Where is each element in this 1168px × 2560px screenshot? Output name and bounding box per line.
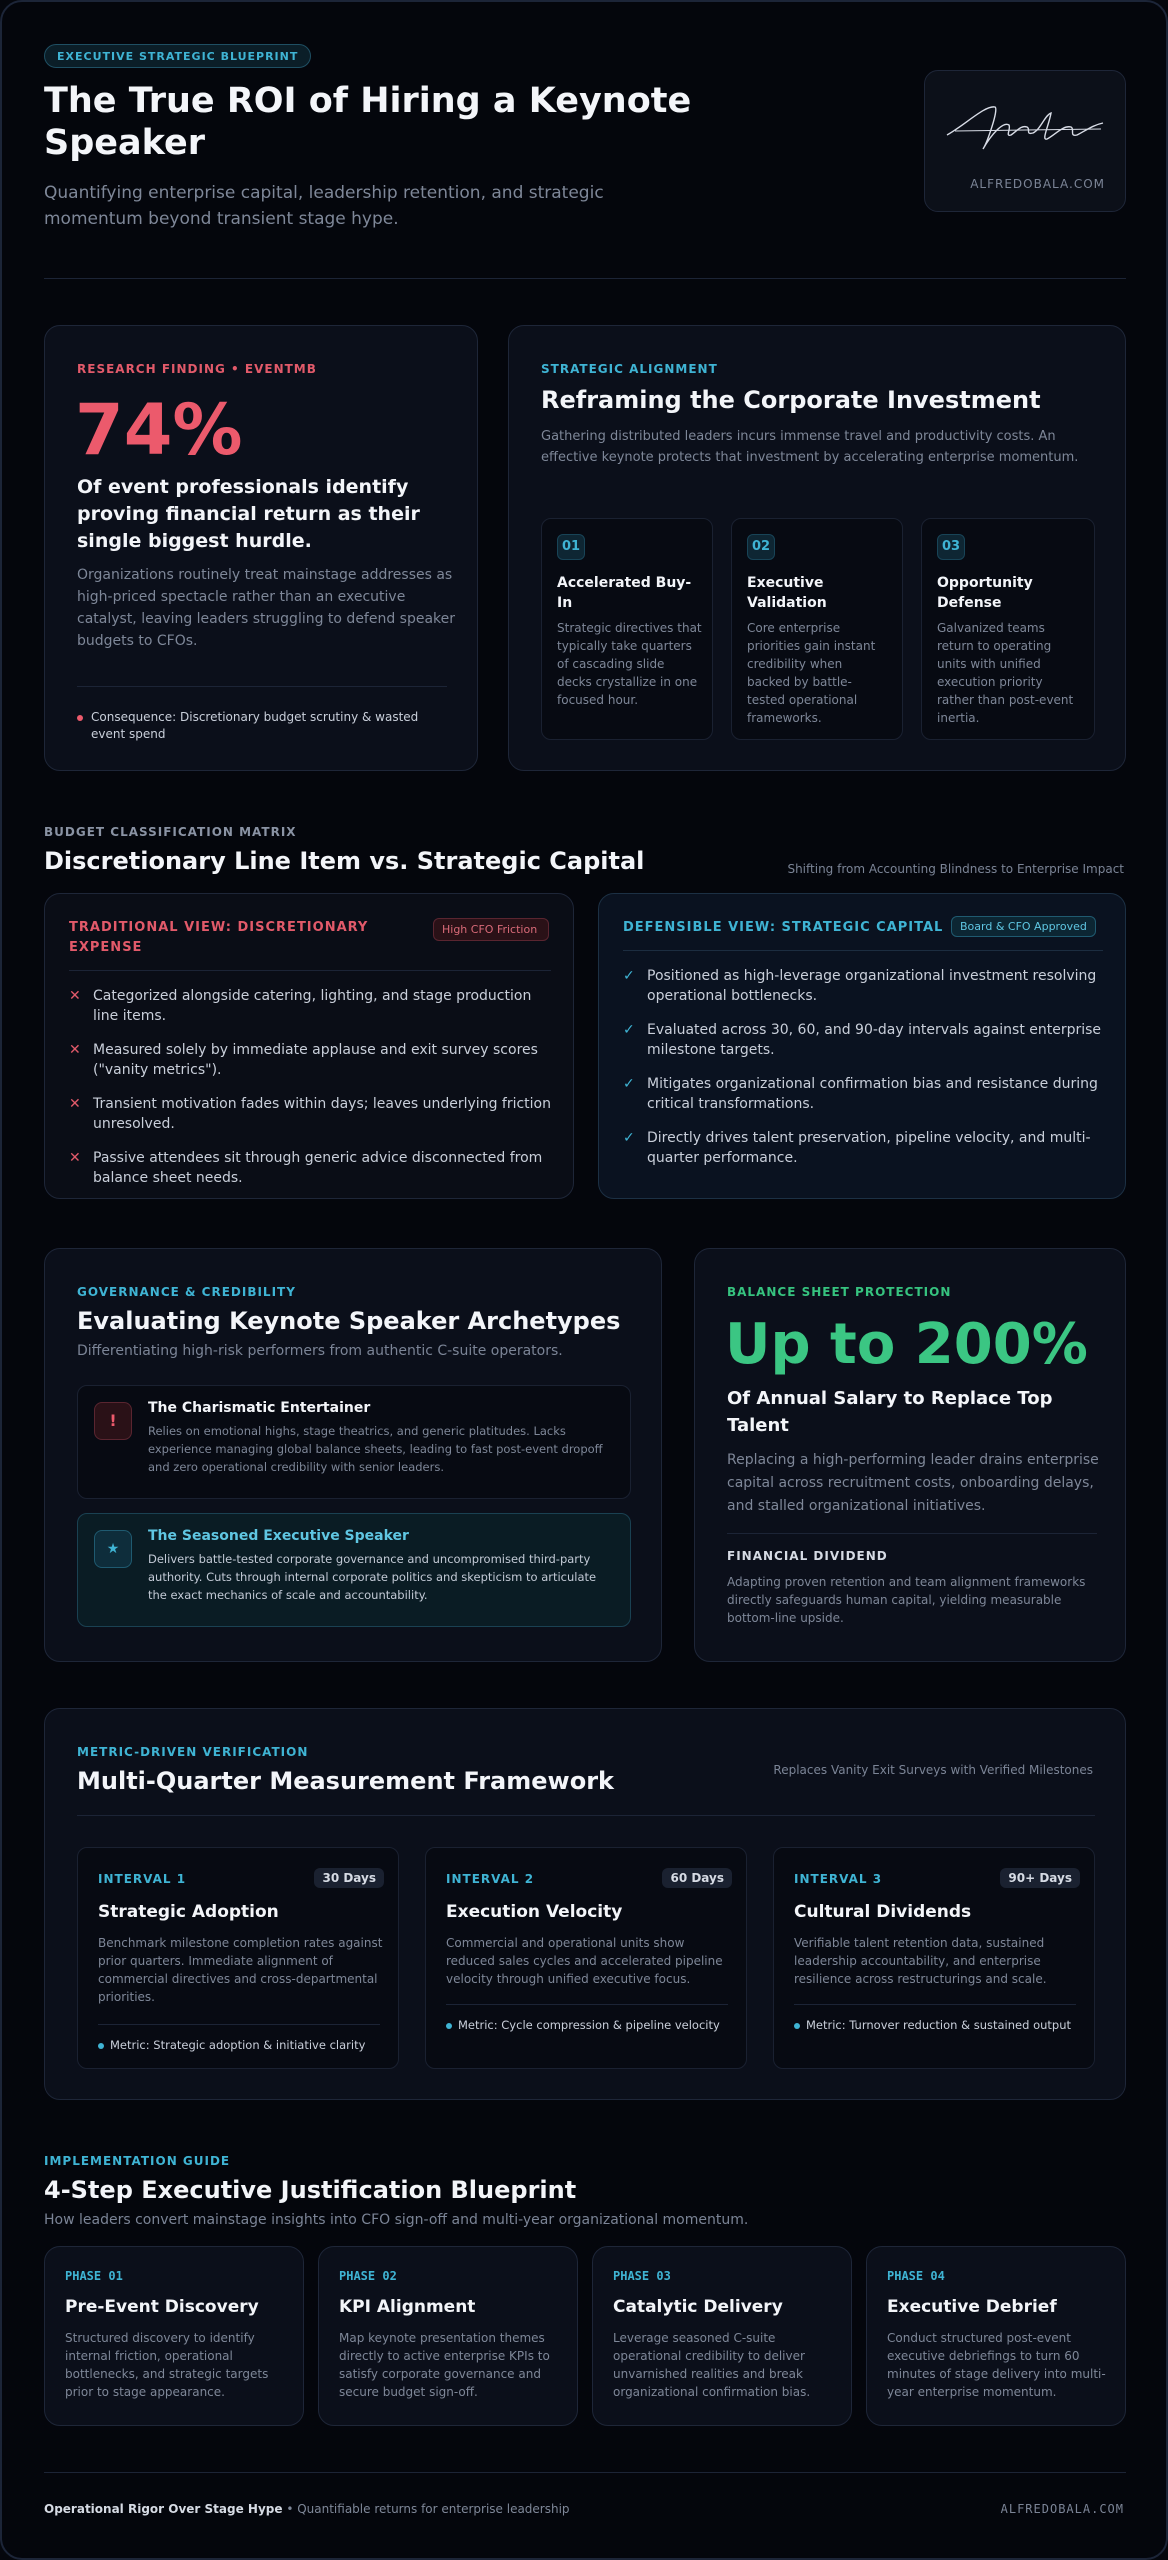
interval-card	[773, 1847, 1095, 2069]
list-item	[69, 1094, 559, 1134]
header-badge-label: EXECUTIVE STRATEGIC BLUEPRINT	[57, 50, 299, 63]
list-item-text: Transient motivation fades within days; leaves underlying friction unresolved.	[93, 1096, 551, 1132]
archetypes-card	[44, 1248, 662, 1662]
alignment-item-title: Executive Validation	[747, 575, 827, 611]
alignment-item-number: 01	[557, 534, 585, 560]
phase-body: Map keynote presentation themes directly to active enterprise KPIs to satisfy corporate governance and secure budget sign-off.	[339, 2331, 550, 2399]
consequence-text: Consequence: Discretionary budget scrutiny & wasted event spend	[91, 710, 419, 741]
interval-body: Commercial and operational units show reduced sales cycles and accelerated pipeline velocity through unified executive focus.	[446, 1936, 723, 1986]
interval-days: 30 Days	[314, 1868, 384, 1888]
phase-label: PHASE 03	[613, 2269, 671, 2283]
framework-divider	[77, 1815, 1095, 1816]
alignment-item	[921, 518, 1095, 740]
phase-body: Leverage seasoned C-suite operational credibility to deliver unvarnished realities and break organizational confirmation bias.	[613, 2331, 811, 2399]
matrix-eyebrow: BUDGET CLASSIFICATION MATRIX	[44, 825, 297, 839]
defensible-divider	[623, 950, 1103, 951]
list-item-text: Mitigates organizational confirmation bias and resistance during critical transformations.	[647, 1076, 1098, 1112]
footer-tagline-bold: Operational Rigor Over Stage Hype	[44, 2502, 283, 2516]
phase-body: Conduct structured post-event executive debriefings to turn 60 minutes of stage delivery into multi-year enterprise momentum.	[887, 2331, 1106, 2399]
phase-title: Catalytic Delivery	[613, 2297, 783, 2317]
balance-stat: Up to 200%	[725, 1312, 1088, 1377]
interval-body: Benchmark milestone completion rates against prior quarters. Immediate alignment of commercial directives and cross-departmental priorities.	[98, 1936, 383, 2004]
framework-title: Multi-Quarter Measurement Framework	[77, 1767, 614, 1795]
archetype-executive	[77, 1513, 631, 1627]
defensible-list	[623, 966, 1109, 1182]
metric-dot-icon	[98, 2043, 104, 2049]
list-item-text: Categorized alongside catering, lighting, and stage production line items.	[93, 988, 532, 1024]
framework-note: Replaces Vanity Exit Surveys with Verified Milestones	[773, 1763, 1093, 1777]
footer-tagline-rest: • Quantifiable returns for enterprise leadership	[282, 2502, 570, 2516]
archetype-title: The Charismatic Entertainer	[148, 1400, 371, 1416]
consequence-dot-icon	[77, 715, 83, 721]
interval-card	[425, 1847, 747, 2069]
strategic-alignment-card	[508, 325, 1126, 771]
interval-body: Verifiable talent retention data, sustained leadership accountability, and enterprise resilience across restructurings and scale.	[794, 1936, 1047, 1986]
research-finding-card	[44, 325, 478, 771]
header-badge	[44, 44, 311, 68]
alignment-body: Gathering distributed leaders incurs immense travel and productivity costs. An effective keynote protects that investment by accelerating enterprise momentum.	[541, 429, 1079, 465]
interval-divider	[98, 2024, 380, 2025]
list-item	[69, 1148, 559, 1188]
footer-domain: ALFREDOBALA.COM	[1000, 2502, 1124, 2516]
archetype-title: The Seasoned Executive Speaker	[148, 1528, 409, 1544]
dividend-body: Adapting proven retention and team alignment frameworks directly safeguards human capital, yielding measurable bottom-line upside.	[727, 1575, 1086, 1625]
archetype-body: Delivers battle-tested corporate governance and uncompromised third-party authority. Cuts through internal corporate politics and skepticism to articulate the exact mechanics of scale and accountability.	[148, 1552, 597, 1602]
finding-consequence	[77, 709, 447, 743]
footer-divider	[44, 2472, 1126, 2473]
interval-label: INTERVAL 2	[446, 1872, 535, 1886]
interval-metric-text: Metric: Strategic adoption & initiative clarity	[110, 2038, 366, 2052]
archetypes-subtitle: Differentiating high-risk performers from authentic C-suite operators.	[77, 1343, 563, 1359]
archetypes-eyebrow: GOVERNANCE & CREDIBILITY	[77, 1285, 296, 1299]
alignment-item	[731, 518, 903, 740]
header-divider	[44, 278, 1126, 279]
x-icon: ✕	[69, 988, 81, 1004]
alignment-item	[541, 518, 713, 740]
list-item	[623, 1074, 1109, 1114]
alignment-item-body: Strategic directives that typically take quarters of cascading slide decks crystallize in one focused hour.	[557, 621, 702, 707]
list-item	[69, 1040, 559, 1080]
x-icon: ✕	[69, 1150, 81, 1166]
alignment-item-body: Core enterprise priorities gain instant credibility when backed by battle-tested operational frameworks.	[747, 621, 876, 725]
star-icon: ★	[94, 1530, 132, 1568]
finding-headline: Of event professionals identify proving financial return as their single biggest hurdle.	[77, 476, 420, 552]
phase-title: Pre-Event Discovery	[65, 2297, 259, 2317]
alert-icon: !	[94, 1402, 132, 1440]
alignment-title: Reframing the Corporate Investment	[541, 386, 1041, 414]
balance-body: Replacing a high-performing leader drains enterprise capital across recruitment costs, onboarding delays, and stalled organizational initiatives.	[727, 1452, 1099, 1514]
list-item-text: Directly drives talent preservation, pipeline velocity, and multi-quarter performance.	[647, 1130, 1091, 1166]
list-item-text: Evaluated across 30, 60, and 90-day intervals against enterprise milestone targets.	[647, 1022, 1102, 1058]
interval-title: Cultural Dividends	[794, 1902, 972, 1922]
archetypes-title: Evaluating Keynote Speaker Archetypes	[77, 1307, 621, 1335]
interval-divider	[794, 2004, 1076, 2005]
phase-title: KPI Alignment	[339, 2297, 476, 2317]
alignment-item-title: Accelerated Buy-In	[557, 575, 692, 611]
balance-eyebrow: BALANCE SHEET PROTECTION	[727, 1285, 952, 1299]
list-item	[623, 1128, 1109, 1168]
alignment-item-number: 03	[937, 534, 965, 560]
phase-card	[318, 2246, 578, 2426]
interval-days: 90+ Days	[1000, 1868, 1080, 1888]
finding-body: Organizations routinely treat mainstage addresses as high-priced spectacle rather than an executive catalyst, leaving leaders struggling to defend speaker budgets to CFOs.	[77, 567, 456, 649]
list-item-text: Passive attendees sit through generic advice disconnected from balance sheet needs.	[93, 1150, 543, 1186]
interval-metric	[794, 2018, 1071, 2032]
interval-title: Strategic Adoption	[98, 1902, 279, 1922]
interval-label: INTERVAL 1	[98, 1872, 187, 1886]
alignment-item-title: Opportunity Defense	[937, 575, 1033, 611]
defensible-view-card	[598, 893, 1126, 1199]
list-item-text: Positioned as high-leverage organizational investment resolving operational bottlenecks.	[647, 968, 1097, 1004]
list-item	[69, 986, 559, 1026]
traditional-divider	[69, 970, 551, 971]
metric-dot-icon	[794, 2023, 800, 2029]
interval-metric	[98, 2038, 365, 2052]
balance-sheet-card	[694, 1248, 1126, 1662]
interval-days: 60 Days	[662, 1868, 732, 1888]
phase-label: PHASE 04	[887, 2269, 945, 2283]
guide-subtitle: How leaders convert mainstage insights into CFO sign-off and multi-year organizational momentum.	[44, 2212, 749, 2228]
interval-card	[77, 1847, 399, 2069]
traditional-view-title: TRADITIONAL VIEW: DISCRETIONARY EXPENSE	[69, 920, 369, 955]
phase-label: PHASE 01	[65, 2269, 123, 2283]
balance-headline: Of Annual Salary to Replace Top Talent	[727, 1388, 1053, 1436]
finding-divider	[77, 686, 447, 687]
interval-title: Execution Velocity	[446, 1902, 623, 1922]
alignment-item-number: 02	[747, 534, 775, 560]
interval-metric-text: Metric: Turnover reduction & sustained output	[806, 2018, 1072, 2032]
defensible-view-title: DEFENSIBLE VIEW: STRATEGIC CAPITAL	[623, 920, 944, 935]
phase-label: PHASE 02	[339, 2269, 397, 2283]
check-icon: ✓	[623, 1022, 635, 1038]
matrix-note: Shifting from Accounting Blindness to Enterprise Impact	[787, 862, 1124, 876]
framework-eyebrow: METRIC-DRIVEN VERIFICATION	[77, 1745, 309, 1759]
interval-metric-text: Metric: Cycle compression & pipeline velocity	[458, 2018, 720, 2032]
interval-metric	[446, 2018, 720, 2032]
check-icon: ✓	[623, 1130, 635, 1146]
phase-title: Executive Debrief	[887, 2297, 1057, 2317]
defensible-view-tag: Board & CFO Approved	[951, 916, 1096, 937]
phase-card	[592, 2246, 852, 2426]
x-icon: ✕	[69, 1042, 81, 1058]
matrix-title: Discretionary Line Item vs. Strategic Capital	[44, 847, 645, 875]
balance-divider	[727, 1533, 1097, 1534]
traditional-view-tag: High CFO Friction	[433, 918, 549, 941]
dividend-title: FINANCIAL DIVIDEND	[727, 1549, 888, 1563]
page-subtitle: Quantifying enterprise capital, leadership retention, and strategic momentum beyond transient stage hype.	[44, 183, 604, 229]
finding-eyebrow: RESEARCH FINDING • EVENTMB	[77, 362, 317, 376]
metric-dot-icon	[446, 2023, 452, 2029]
alignment-eyebrow: STRATEGIC ALIGNMENT	[541, 362, 718, 376]
finding-stat: 74%	[75, 389, 243, 471]
check-icon: ✓	[623, 1076, 635, 1092]
phase-body: Structured discovery to identify internal friction, operational bottlenecks, and strategic targets prior to stage appearance.	[65, 2331, 269, 2399]
phase-card	[866, 2246, 1126, 2426]
interval-label: INTERVAL 3	[794, 1872, 883, 1886]
phase-card	[44, 2246, 304, 2426]
interval-divider	[446, 2004, 728, 2005]
measurement-framework-card	[44, 1708, 1126, 2100]
x-icon: ✕	[69, 1096, 81, 1112]
check-icon: ✓	[623, 968, 635, 984]
traditional-view-card	[44, 893, 574, 1199]
archetype-body: Relies on emotional highs, stage theatrics, and generic platitudes. Lacks experience managing global balance sheets, leading to fast post-event dropoff and zero operational credibility with senior leaders.	[148, 1424, 603, 1474]
list-item-text: Measured solely by immediate applause and exit survey scores ("vanity metrics").	[93, 1042, 538, 1078]
traditional-list	[69, 986, 559, 1202]
list-item	[623, 1020, 1109, 1060]
archetype-entertainer	[77, 1385, 631, 1499]
alignment-item-body: Galvanized teams return to operating units with unified execution priority rather than post-event inertia.	[937, 621, 1074, 725]
guide-eyebrow: IMPLEMENTATION GUIDE	[44, 2154, 231, 2168]
signature-image	[925, 85, 1125, 165]
signature-domain: ALFREDOBALA.COM	[970, 177, 1105, 191]
list-item	[623, 966, 1109, 1006]
footer-tagline	[44, 2502, 570, 2516]
page-title: The True ROI of Hiring a Keynote Speaker	[44, 81, 692, 163]
guide-title: 4-Step Executive Justification Blueprint	[44, 2176, 577, 2204]
signature-card	[924, 70, 1126, 212]
